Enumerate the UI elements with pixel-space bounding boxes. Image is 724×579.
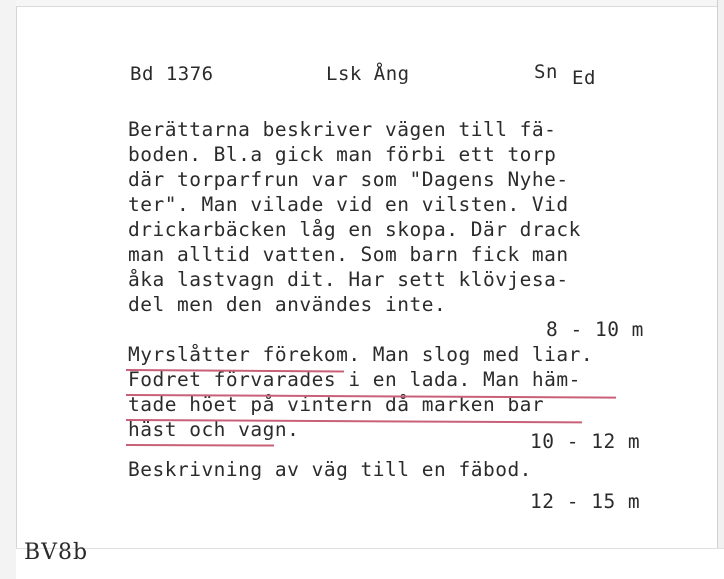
text-line: Beskrivning av väg till en fäbod. bbox=[128, 458, 532, 481]
annotation-underline bbox=[126, 444, 274, 447]
scan-bottom-edge bbox=[16, 548, 724, 579]
archive-code: BV8b bbox=[24, 540, 89, 565]
minutes-range: 10 - 12 m bbox=[530, 430, 641, 453]
text-line: tade höet på vintern då marken bar bbox=[128, 393, 545, 416]
minutes-range: 8 - 10 m bbox=[546, 318, 644, 341]
parish-name: Ed bbox=[572, 67, 596, 89]
place-name: Lsk Ång bbox=[326, 63, 410, 85]
text-line: drickarbäcken låg en skopa. Där drack bbox=[128, 218, 581, 241]
text-line: häst och vagn. bbox=[128, 418, 300, 441]
text-line: åka lastvagn dit. Har sett klövjesa- bbox=[128, 268, 569, 291]
text-line: del men den användes inte. bbox=[128, 293, 447, 316]
text-line: ter". Man vilade vid en vilsten. Vid bbox=[128, 193, 569, 216]
text-line: där torparfrun var som "Dagens Nyhe- bbox=[128, 168, 569, 191]
text-line: Fodret förvarades i en lada. Man häm- bbox=[128, 368, 581, 391]
scan-left-edge bbox=[0, 0, 17, 579]
parish-prefix: Sn bbox=[534, 61, 558, 83]
record-id: Bd 1376 bbox=[130, 63, 214, 85]
text-line: man alltid vatten. Som barn fick man bbox=[128, 243, 569, 266]
minutes-range: 12 - 15 m bbox=[530, 490, 641, 513]
scan-right-edge bbox=[717, 0, 724, 579]
text-line: Myrslåtter förekom. Man slog med liar. bbox=[128, 343, 594, 366]
scan-top-edge bbox=[16, 0, 724, 7]
text-line: boden. Bl.a gick man förbi ett torp bbox=[128, 143, 557, 166]
text-line: Berättarna beskriver vägen till fä- bbox=[128, 118, 557, 141]
